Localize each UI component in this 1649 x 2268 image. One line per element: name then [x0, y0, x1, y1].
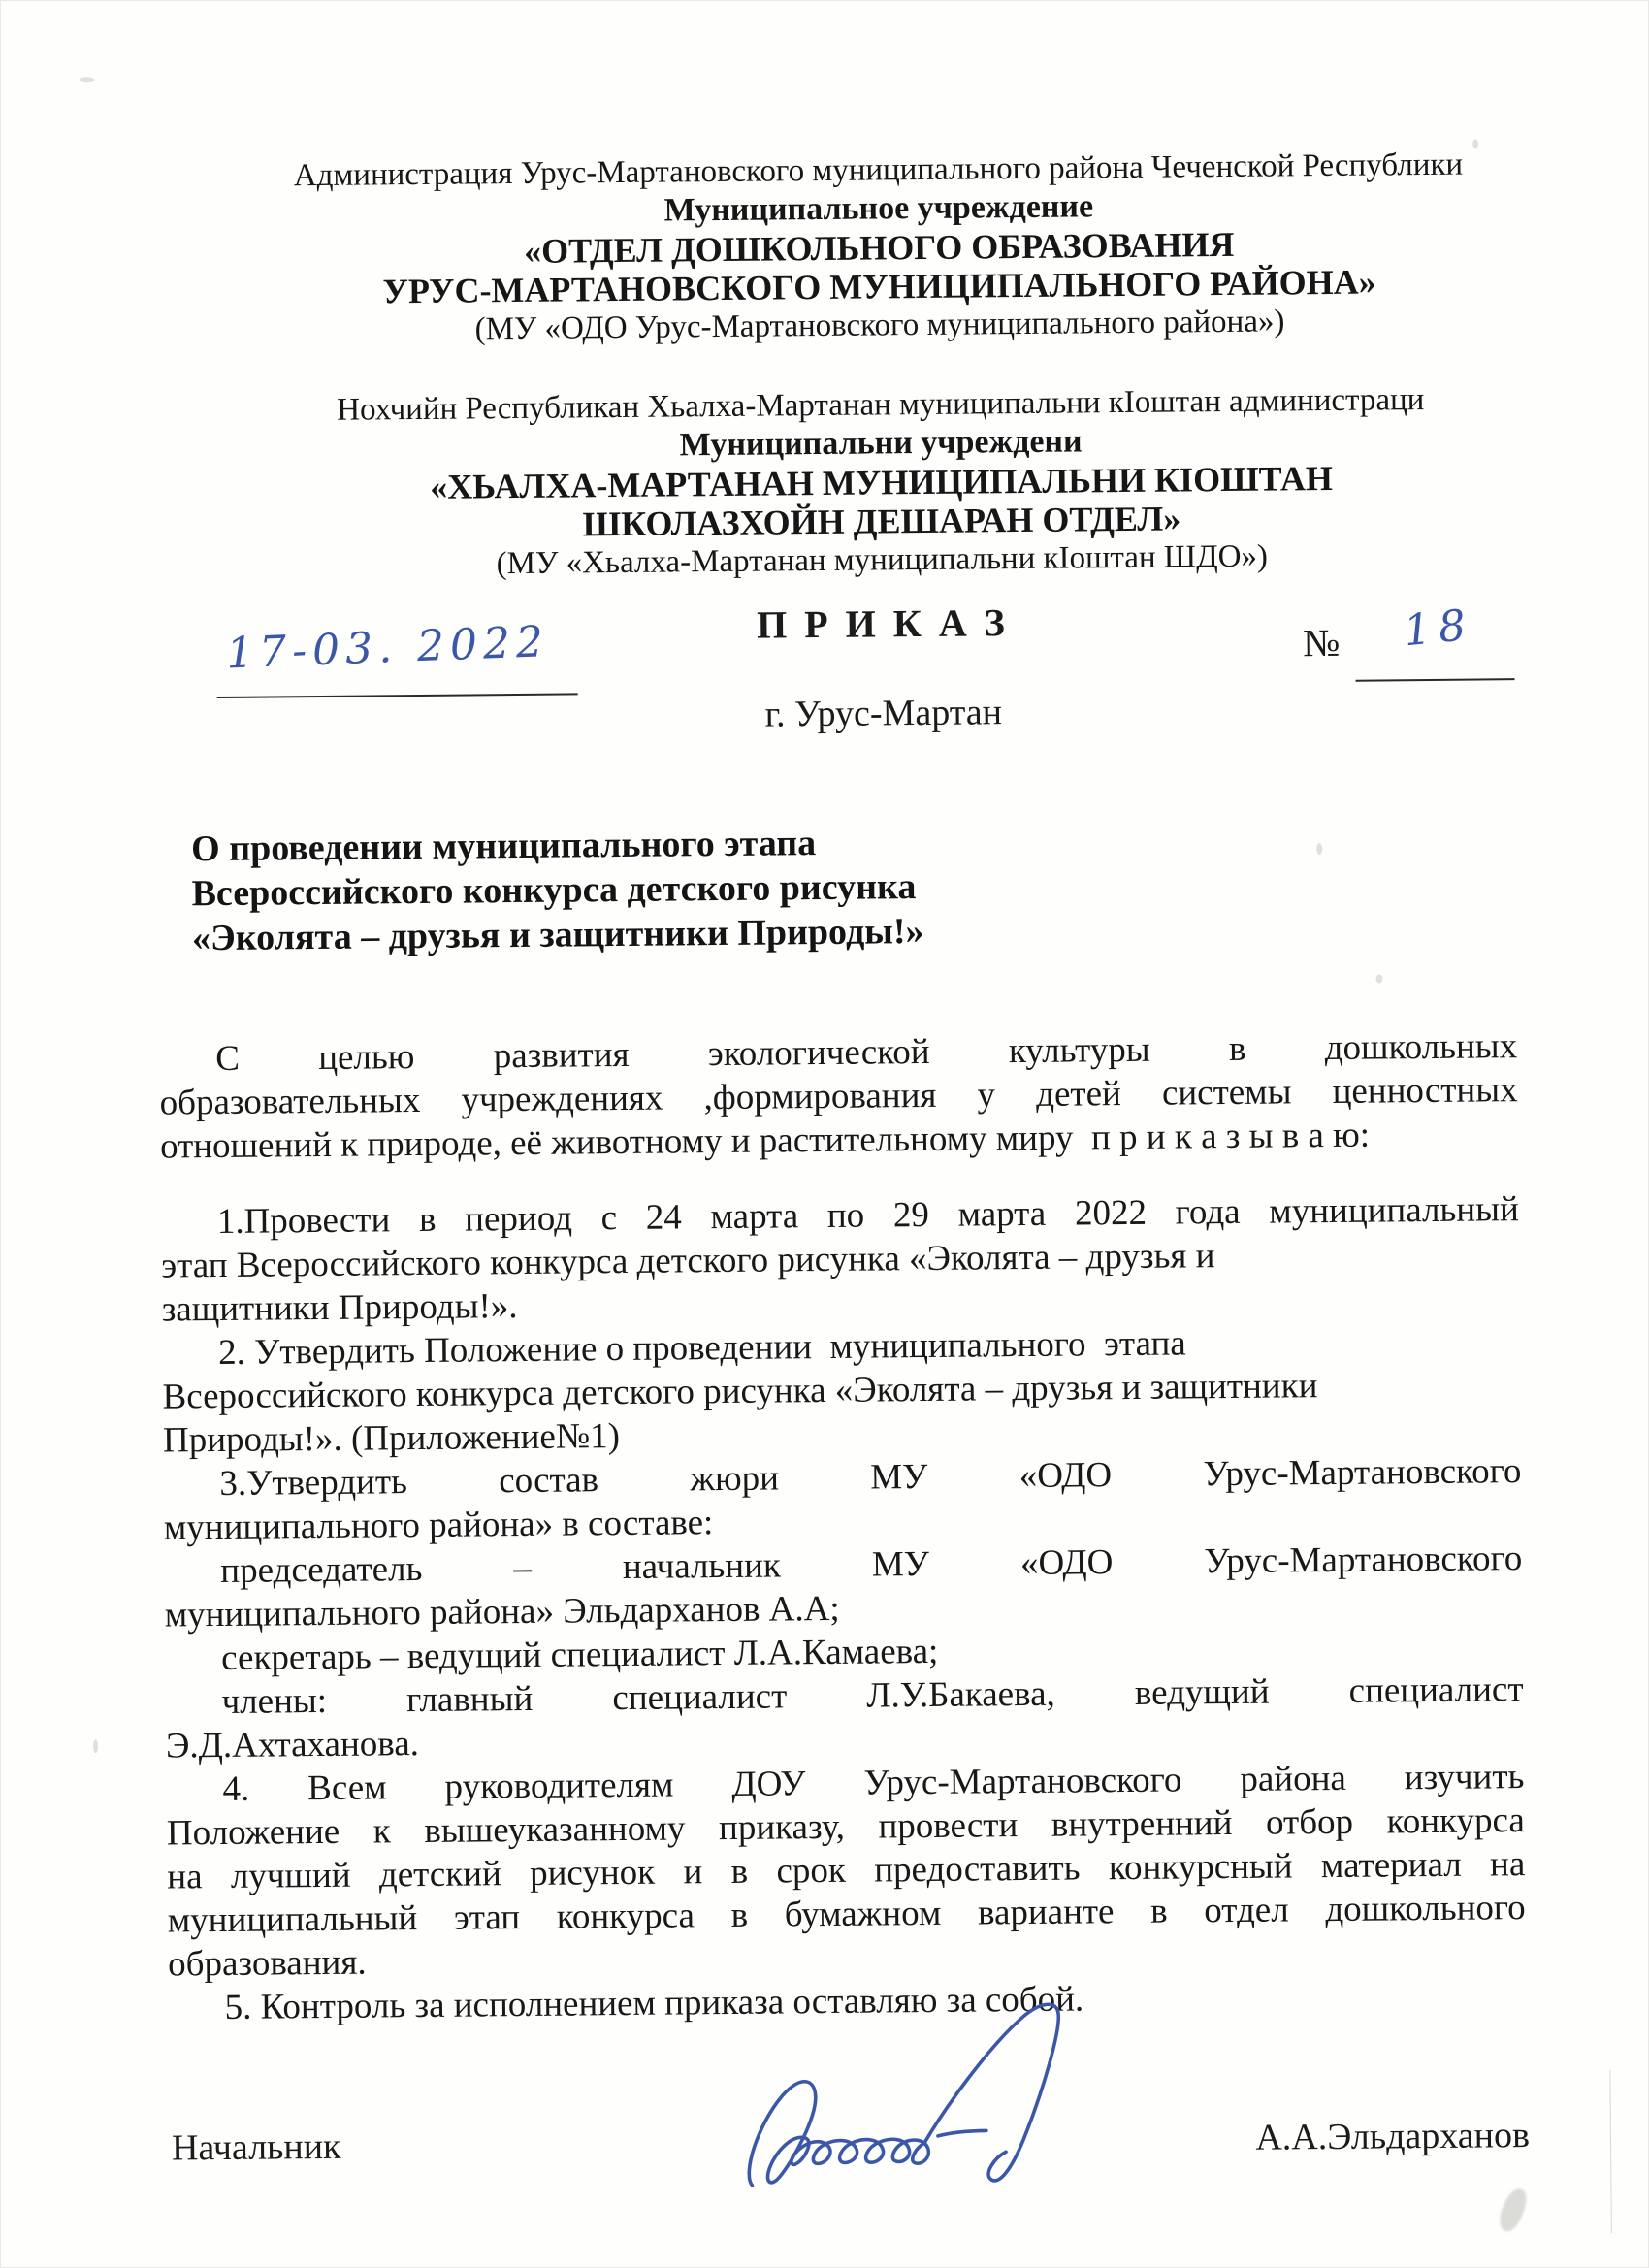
- scan-speck: [93, 1739, 98, 1753]
- body-line: председатель – начальник МУ «ОДО Урус-Мартановского: [220, 1539, 1523, 1591]
- body-line: этап Всероссийского конкурса детского рисунка «Эколята – друзья и: [161, 1236, 1215, 1286]
- letterhead-ru-institution: Муниципальное учреждение: [663, 188, 1094, 229]
- body-line: 2. Утвердить Положение о проведении муниципального этапа: [217, 1323, 1186, 1374]
- handwritten-order-number: 18: [1401, 599, 1476, 657]
- body-paragraph: [163, 1449, 1522, 1549]
- signature-ink: [722, 1997, 1092, 2215]
- body-line: 4. Всем руководителям ДОУ Урус-Мартановского района изучить: [222, 1757, 1525, 1809]
- scan-smudge: [1496, 2186, 1530, 2234]
- body-paragraph: [159, 1024, 1518, 1168]
- scan-speck: [1472, 139, 1478, 148]
- body-line: 1.Провести в период с 24 марта по 29 марта 2022 года муниципальный: [216, 1189, 1519, 1243]
- body-line: образования.: [167, 1942, 367, 1985]
- order-body: [159, 1024, 1527, 2029]
- letterhead-che-abbreviation: (МУ «Хьалха-Мартанан муниципальни кІоштан ШДО»): [496, 538, 1269, 582]
- body-line: С целью развития экологической культуры в дошкольных: [215, 1026, 1518, 1080]
- order-title: П Р И К А З: [756, 600, 1009, 647]
- handwritten-date: 17-03. 2022: [225, 617, 550, 679]
- body-line: секретарь – ведущий специалист Л.А.Камаева;: [220, 1631, 939, 1678]
- body-line: на лучший детский рисунок и в срок предоставить конкурсный материал на: [167, 1844, 1526, 1897]
- body-line: Положение к вышеуказанному приказу, провести внутренний отбор конкурса: [166, 1800, 1526, 1854]
- order-subject: [191, 818, 1123, 960]
- letterhead-ru-department-2: УРУС-МАРТАНОВСКОГО МУНИЦИПАЛЬНОГО РАЙОНА»: [382, 262, 1376, 311]
- letterhead-ru-administration: Администрация Урус-Мартановского муниципального района Чеченской Республики: [293, 146, 1464, 194]
- letterhead-ru-department-1: «ОТДЕЛ ДОШКОЛЬНОГО ОБРАЗОВАНИЯ: [523, 224, 1235, 271]
- body-line: муниципального района» Эльдарханов А.А;: [164, 1588, 840, 1636]
- subject-line-2: Всероссийского конкурса детского рисунка: [191, 866, 917, 915]
- body-paragraph: [164, 1537, 1523, 1636]
- scan-speck: [80, 77, 95, 82]
- letterhead-russian: [213, 145, 1544, 351]
- body-line: отношений к природе, её животному и растительному миру п р и к а з ы в а ю:: [159, 1115, 1371, 1167]
- body-line: защитники Природы!».: [161, 1286, 518, 1330]
- letterhead-ru-abbreviation: (МУ «ОДО Урус-Мартановского муниципального района»): [474, 304, 1285, 347]
- scan-edge-line: [1609, 2070, 1612, 2233]
- signatory-name: А.А.Эльдарханов: [1255, 2115, 1531, 2158]
- letterhead-che-department-2: ШКОЛАЗХОЙН ДЕШАРАН ОТДЕЛ»: [582, 499, 1181, 544]
- subject-line-1: О проведении муниципального этапа: [190, 823, 817, 870]
- body-line: члены: главный специалист Л.У.Бакаева, ведущий специалист: [221, 1669, 1524, 1722]
- scan-speck: [1375, 974, 1382, 983]
- body-paragraph: [165, 1668, 1524, 1767]
- subject-line-3: «Эколята – друзья и защитники Природы!»: [191, 911, 924, 959]
- body-line: Всероссийского конкурса детского рисунка «Эколята – друзья и защитники: [162, 1366, 1318, 1417]
- body-line: муниципальный этап конкурса в бумажном варианте в отдел дошкольного: [167, 1888, 1526, 1941]
- letterhead-che-administration: Нохчийн Республикан Хьалха-Мартанан муниципальни кІоштан администраци: [337, 382, 1425, 428]
- body-line: 5. Контроль за исполнением приказа оставляю за собой.: [224, 1979, 1084, 2027]
- signatory-title: Начальник: [171, 2125, 341, 2169]
- body-line: 3.Утвердить состав жюри МУ «ОДО Урус-Мартановского: [219, 1451, 1522, 1505]
- body-line: Природы!». (Приложение№1): [162, 1416, 621, 1461]
- letterhead-chechen: [216, 379, 1547, 586]
- body-line: муниципального района» в составе:: [163, 1503, 714, 1548]
- body-line: образовательных учреждениях ,формирования у детей системы ценностных: [159, 1070, 1518, 1123]
- body-paragraph: [166, 1755, 1526, 1986]
- letterhead-che-institution: Муниципальни учреждени: [679, 423, 1083, 464]
- number-underline: [1356, 678, 1515, 682]
- order-number-label: №: [1302, 620, 1341, 665]
- body-paragraph: [162, 1318, 1521, 1462]
- body-line: Э.Д.Ахтаханова.: [165, 1724, 420, 1766]
- letterhead-che-department-1: «ХЬАЛХА-МАРТАНАН МУНИЦИПАЛЬНИ КІОШТАН: [430, 458, 1334, 506]
- body-paragraph: [161, 1187, 1520, 1331]
- order-city: г. Урус-Мартан: [764, 692, 1003, 735]
- scan-speck: [1316, 843, 1322, 855]
